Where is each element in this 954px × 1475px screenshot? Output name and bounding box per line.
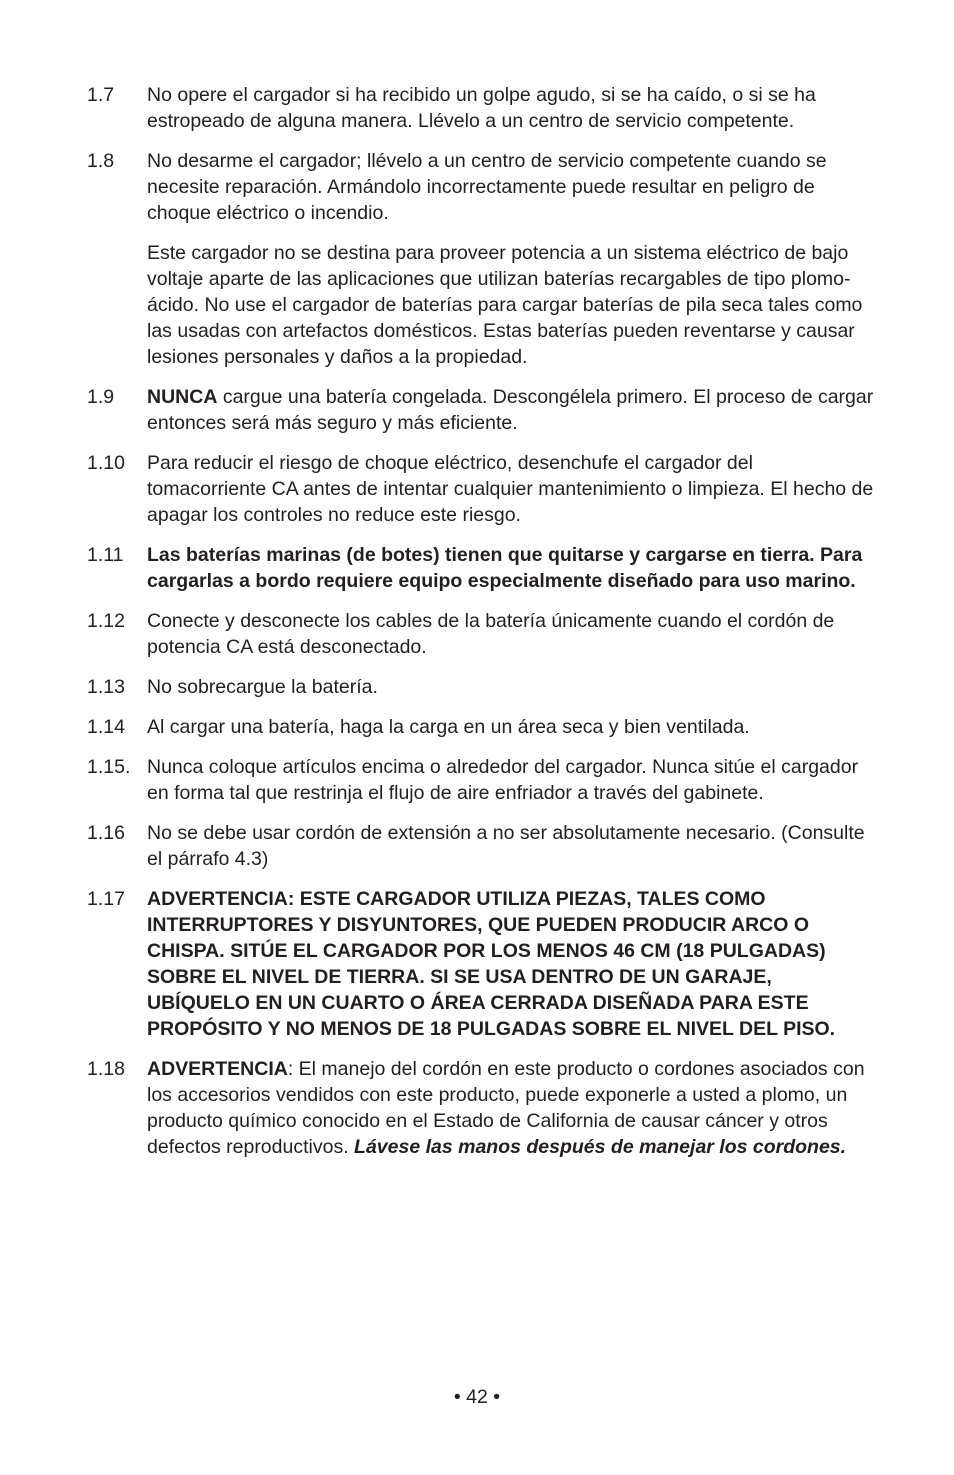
item-number: 1.15. [87, 756, 131, 778]
item-number: 1.7 [87, 84, 115, 106]
item-number: 1.11 [87, 544, 124, 566]
item-text: Al cargar una batería, haga la carga en un área seca y bien ventilada. [147, 716, 750, 738]
item-text-rest: : El manejo del cordón en este producto o cordones asociados con los accesorios vendidos con este producto, puede exponerle a usted a plomo, un producto químico conocido en el Estado de California de causar cáncer y otros defectos reproductivos. [147, 1058, 865, 1158]
item-bold-lead: NUNCA [147, 386, 218, 408]
item-number: 1.8 [87, 150, 115, 172]
safety-instructions-list [87, 82, 877, 1174]
item-text-bold: Las baterías marinas (de botes) tienen que quitarse y cargarse en tierra. Para cargarlas a bordo requiere equipo especialmente diseñado para uso marino. [147, 544, 863, 592]
item-text [147, 384, 877, 436]
page-number: • 42 • [453, 1386, 501, 1408]
list-item [87, 542, 877, 594]
item-number: 1.16 [87, 822, 125, 844]
item-text [147, 1056, 877, 1160]
item-text-bold: ADVERTENCIA: ESTE CARGADOR UTILIZA PIEZAS, TALES COMO INTERRUPTORES Y DISYUNTORES, QUE PUEDEN PRODUCIR ARCO O CHISPA. SITÚE EL CARGADOR POR LOS MENOS 46 CM (18 PULGADAS) SOBRE EL NIVEL DE TIERRA. SI SE USA DENTRO DE UN GARAJE, UBÍQUELO EN UN CUARTO O ÁREA CERRADA DISEÑADA PARA ESTE PROPÓSITO Y NO MENOS DE 18 PULGADAS SOBRE EL NIVEL DEL PISO. [147, 888, 836, 1040]
item-bold-italic-tail: Lávese las manos después de manejar los cordones. [354, 1136, 847, 1158]
item-text: No sobrecargue la batería. [147, 676, 378, 698]
item-number: 1.13 [87, 676, 125, 698]
list-item [87, 754, 877, 806]
item-text-rest: cargue una batería congelada. Descongélela primero. El proceso de cargar entonces será más seguro y más eficiente. [147, 386, 874, 434]
item-text: Para reducir el riesgo de choque eléctrico, desenchufe el cargador del tomacorriente CA antes de intentar cualquier mantenimiento o limpieza. El hecho de apagar los controles no reduce este riesgo. [147, 452, 874, 526]
list-item [87, 714, 877, 740]
list-item [87, 608, 877, 660]
list-item [87, 886, 877, 1042]
item-text: Nunca coloque artículos encima o alrededor del cargador. Nunca sitúe el cargador en forma tal que restrinja el flujo de aire enfriador a través del gabinete. [147, 756, 859, 804]
item-text: No se debe usar cordón de extensión a no ser absolutamente necesario. (Consulte el párrafo 4.3) [147, 822, 865, 870]
list-item [87, 384, 877, 436]
list-item [87, 450, 877, 528]
item-text: Conecte y desconecte los cables de la batería únicamente cuando el cordón de potencia CA está desconectado. [147, 610, 835, 658]
list-item [87, 82, 877, 134]
item-bold-lead: ADVERTENCIA [147, 1058, 288, 1080]
item-number: 1.14 [87, 716, 125, 738]
list-item [87, 148, 877, 226]
item-text: No opere el cargador si ha recibido un golpe agudo, si se ha caído, o si se ha estropeado de alguna manera. Llévelo a un centro de servicio competente. [147, 84, 816, 132]
item-number: 1.12 [87, 610, 125, 632]
item-number: 1.10 [87, 452, 125, 474]
item-number: 1.17 [87, 888, 125, 910]
item-text: No desarme el cargador; llévelo a un centro de servicio competente cuando se necesite reparación. Armándolo incorrectamente puede resultar en peligro de choque eléctrico o incendio. [147, 150, 827, 224]
list-item [87, 674, 877, 700]
list-item [87, 1056, 877, 1160]
item-number: 1.9 [87, 386, 115, 408]
continuation-paragraph: Este cargador no se destina para proveer potencia a un sistema eléctrico de bajo voltaje aparte de las aplicaciones que utilizan baterías recargables de tipo plomo-ácido. No use el cargador de baterías para cargar baterías de pila seca tales como las usadas con artefactos domésticos. Estas baterías pueden reventarse y causar lesiones personales y daños a la propiedad. [147, 242, 863, 368]
list-item [87, 820, 877, 872]
item-number: 1.18 [87, 1058, 125, 1080]
